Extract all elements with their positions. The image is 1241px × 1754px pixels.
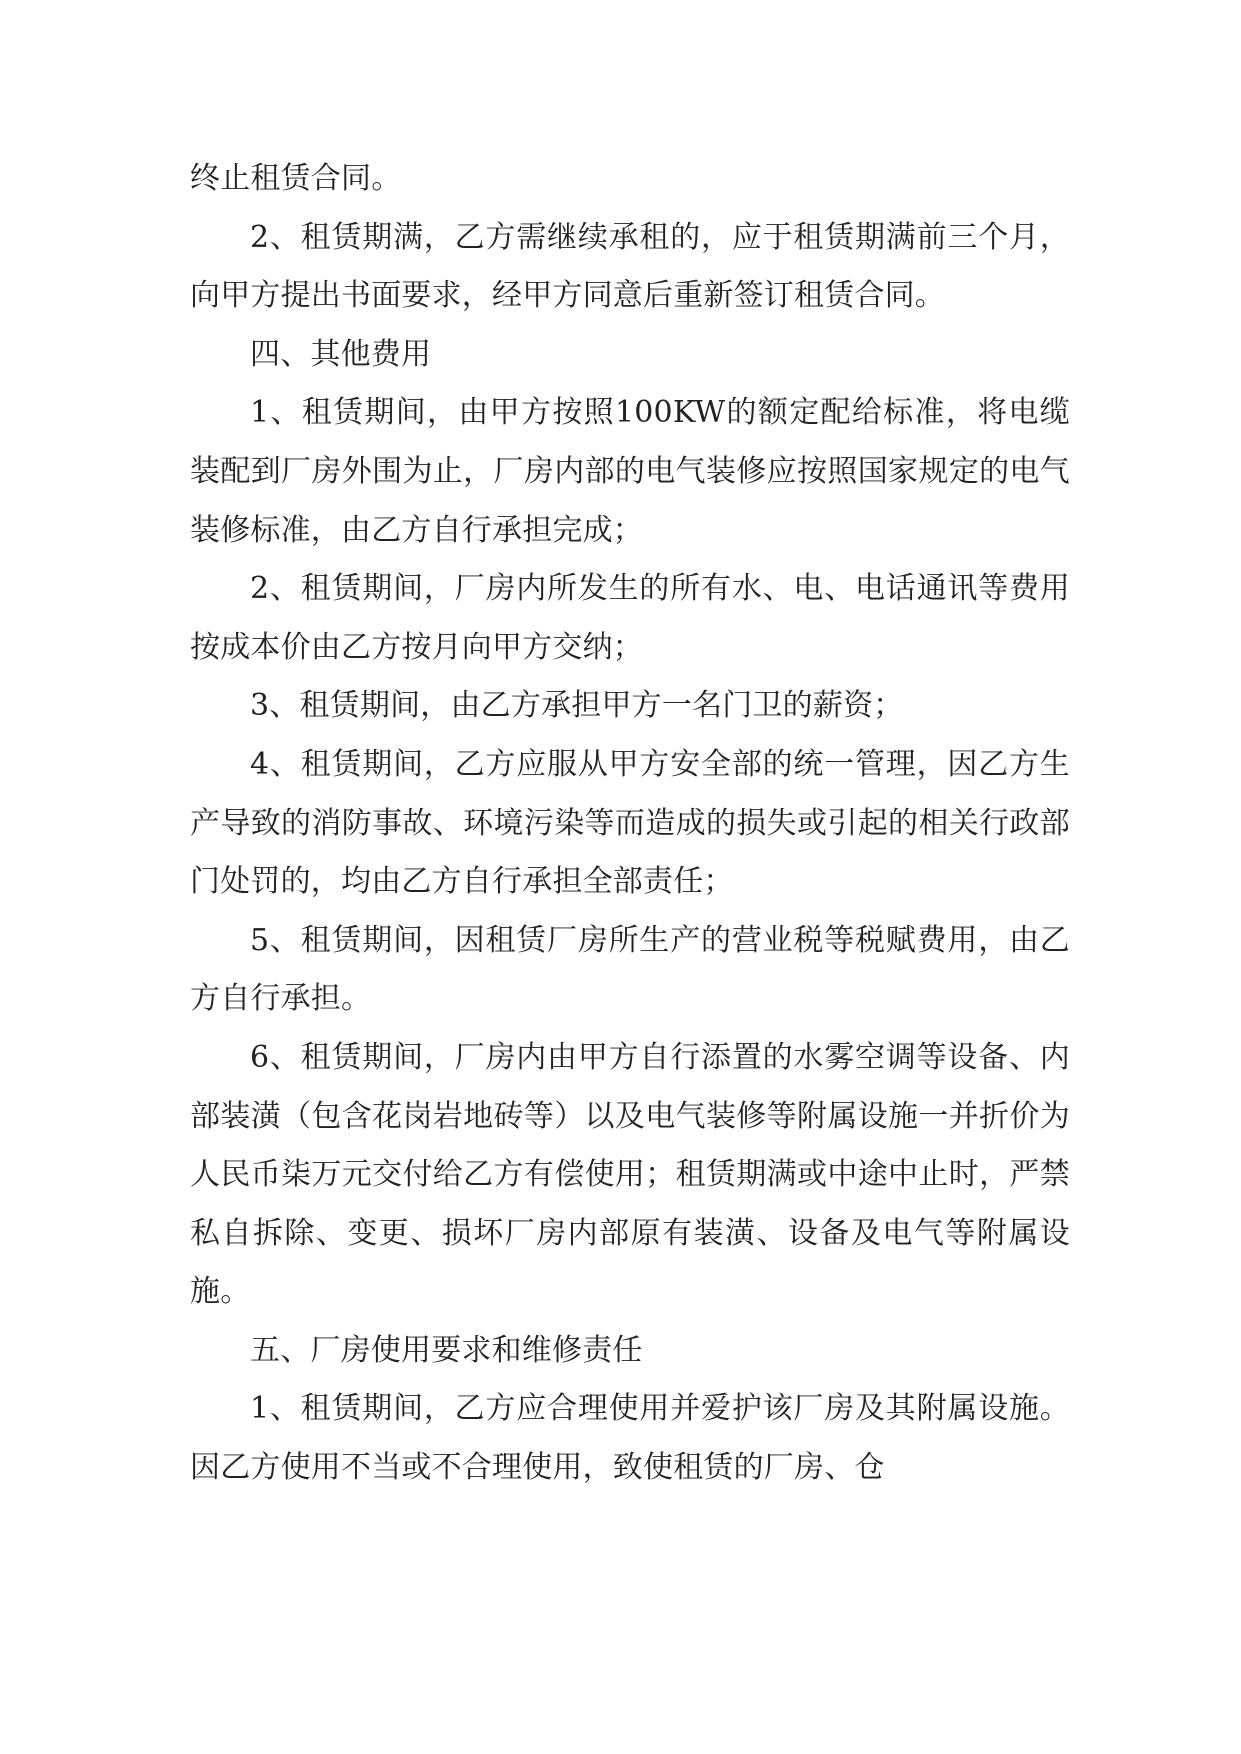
paragraph-termination-tail: 终止租赁合同。 — [190, 161, 402, 196]
paragraph-fee-clause-1: 1、租赁期间，由甲方按照100KW的额定配给标准，将电缆装配到厂房外围为止，厂房内部的电气装修应按照国家规定的电气装修标准，由乙方自行承担完成； — [190, 395, 1070, 548]
paragraph-fee-clause-5: 5、租赁期间，因租赁厂房所生产的营业税等税赋费用，由乙方自行承担。 — [190, 922, 1070, 1017]
paragraph-fee-clause-6: 6、租赁期间，厂房内由甲方自行添置的水雾空调等设备、内部装潢（包含花岗岩地砖等）以及电气装修等附属设施一并折价为人民币柒万元交付给乙方有偿使用；租赁期满或中途中止时，严禁私自拆除、变更、损坏厂房内部原有装潢、设备及电气等附属设施。 — [190, 1039, 1070, 1310]
section-heading-usage-maintenance: 五、厂房使用要求和维修责任 — [250, 1332, 643, 1368]
paragraph-renewal-clause: 2、租赁期满，乙方需继续承租的，应于租赁期满前三个月，向甲方提出书面要求，经甲方同意后重新签订租赁合同。 — [190, 219, 1070, 314]
paragraph-fee-clause-3: 3、租赁期间，由乙方承担甲方一名门卫的薪资； — [250, 688, 904, 724]
paragraph-fee-clause-4: 4、租赁期间，乙方应服从甲方安全部的统一管理，因乙方生产导致的消防事故、环境污染等而造成的损失或引起的相关行政部门处罚的，均由乙方自行承担全部责任； — [190, 746, 1070, 900]
document-body — [190, 150, 1070, 1498]
paragraph-usage-clause-1: 1、租赁期间，乙方应合理使用并爱护该厂房及其附属设施。因乙方使用不当或不合理使用，致使租赁的厂房、仓 — [190, 1391, 1070, 1486]
section-heading-other-fees: 四、其他费用 — [250, 336, 432, 372]
paragraph-fee-clause-2: 2、租赁期间，厂房内所发生的所有水、电、电话通讯等费用按成本价由乙方按月向甲方交纳； — [190, 571, 1070, 665]
